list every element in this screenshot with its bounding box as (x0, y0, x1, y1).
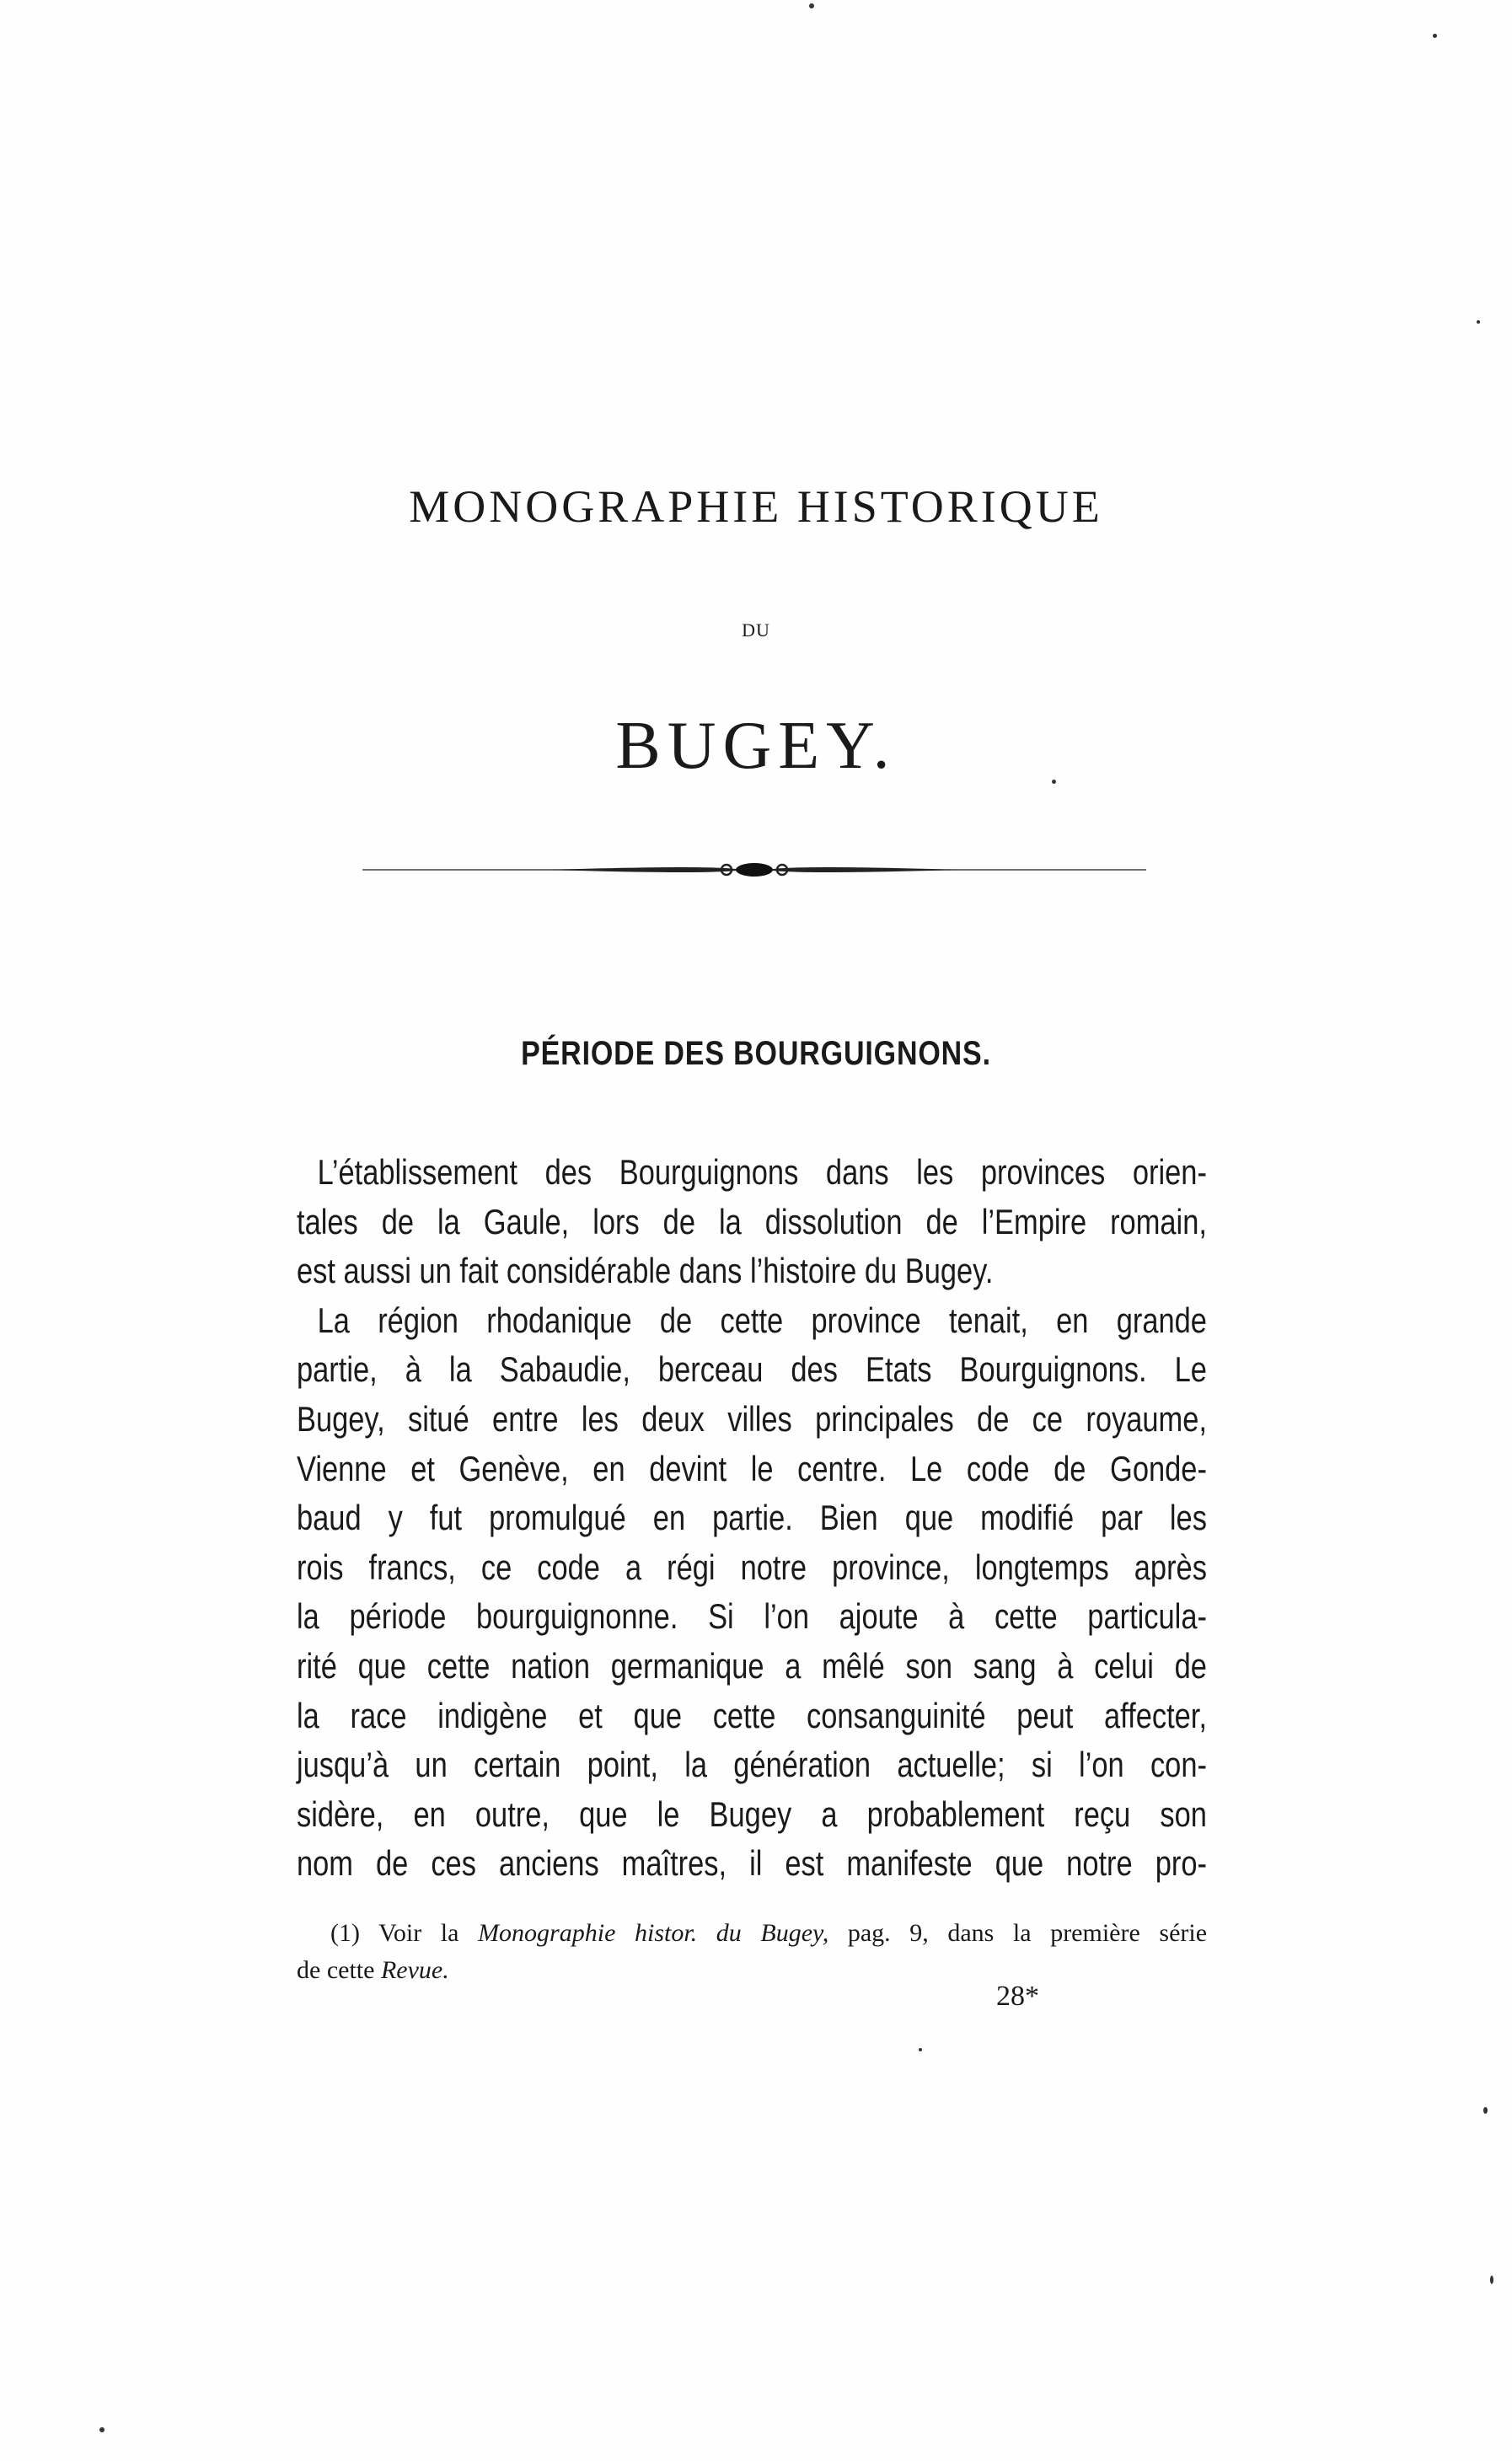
text-line: L’établissement des Bourguignons dans les provinces orien- (317, 1152, 1207, 1192)
body-paragraph (297, 1148, 1207, 1889)
text-line: est aussi un fait considérable dans l’histoire du Bugey. (297, 1251, 994, 1291)
footnote-page-ref: pag. 9, dans la première série (847, 1919, 1208, 1947)
scan-speck (1433, 34, 1437, 38)
text-line: Bugey, situé entre les deux villes principales de ce royaume, (297, 1398, 1207, 1439)
footnote-journal-name: Revue. (380, 1956, 449, 1984)
text-line: rois francs, ce code a régi notre province, longtemps après (297, 1547, 1207, 1587)
text-line: sidère, en outre, que le Bugey a probablement reçu son (297, 1793, 1207, 1834)
signature-mark: 28* (996, 1981, 1039, 2012)
main-title: MONOGRAPHIE HISTORIQUE (409, 481, 1103, 532)
scan-speck (99, 2427, 105, 2432)
scan-speck (919, 2048, 922, 2051)
footnote-number: (1) (330, 1919, 360, 1947)
title-connector: DU (742, 619, 770, 641)
text-line: rité que cette nation germanique a mêlé son sang à celui de (297, 1645, 1207, 1686)
scan-speck (1052, 780, 1056, 784)
text-line: la période bourguignonne. Si l’on ajoute à cette particula- (297, 1596, 1207, 1637)
text-line: nom de ces anciens maîtres, il est manifeste que notre pro- (297, 1843, 1207, 1884)
footnote-line2-prefix: de cette (297, 1956, 375, 1984)
footnote-line (297, 1952, 1207, 1989)
footnote (297, 1915, 1207, 1989)
footnote-prefix: Voir la (378, 1919, 459, 1947)
text-line: partie, à la Sabaudie, berceau des Etats Bourguignons. Le (297, 1349, 1207, 1390)
text-line: baud y fut promulgué en partie. Bien que modifié par les (297, 1498, 1207, 1538)
footnote-work-title: Monographie histor. du Bugey, (478, 1919, 829, 1947)
text-line: tales de la Gaule, lors de la dissolution de l’Empire romain, (297, 1201, 1207, 1241)
scan-speck (1490, 2276, 1493, 2284)
text-line: La région rhodanique de cette province tenait, en grande (317, 1300, 1207, 1340)
text-line: la race indigène et que cette consanguinité peut affecter, (297, 1695, 1207, 1735)
section-heading: PÉRIODE DES BOURGUIGNONS. (521, 1035, 991, 1072)
scan-speck (1483, 2107, 1488, 2114)
text-line: jusqu’à un certain point, la génération actuelle; si l’on con- (297, 1745, 1207, 1785)
text-line: Vienne et Genève, en devint le centre. Le code de Gonde- (297, 1448, 1207, 1488)
ornamental-rule (362, 853, 1146, 887)
scan-speck (809, 3, 814, 8)
footnote-line (297, 1915, 1207, 1952)
scan-speck (1477, 320, 1480, 324)
place-title: BUGEY. (615, 709, 897, 783)
